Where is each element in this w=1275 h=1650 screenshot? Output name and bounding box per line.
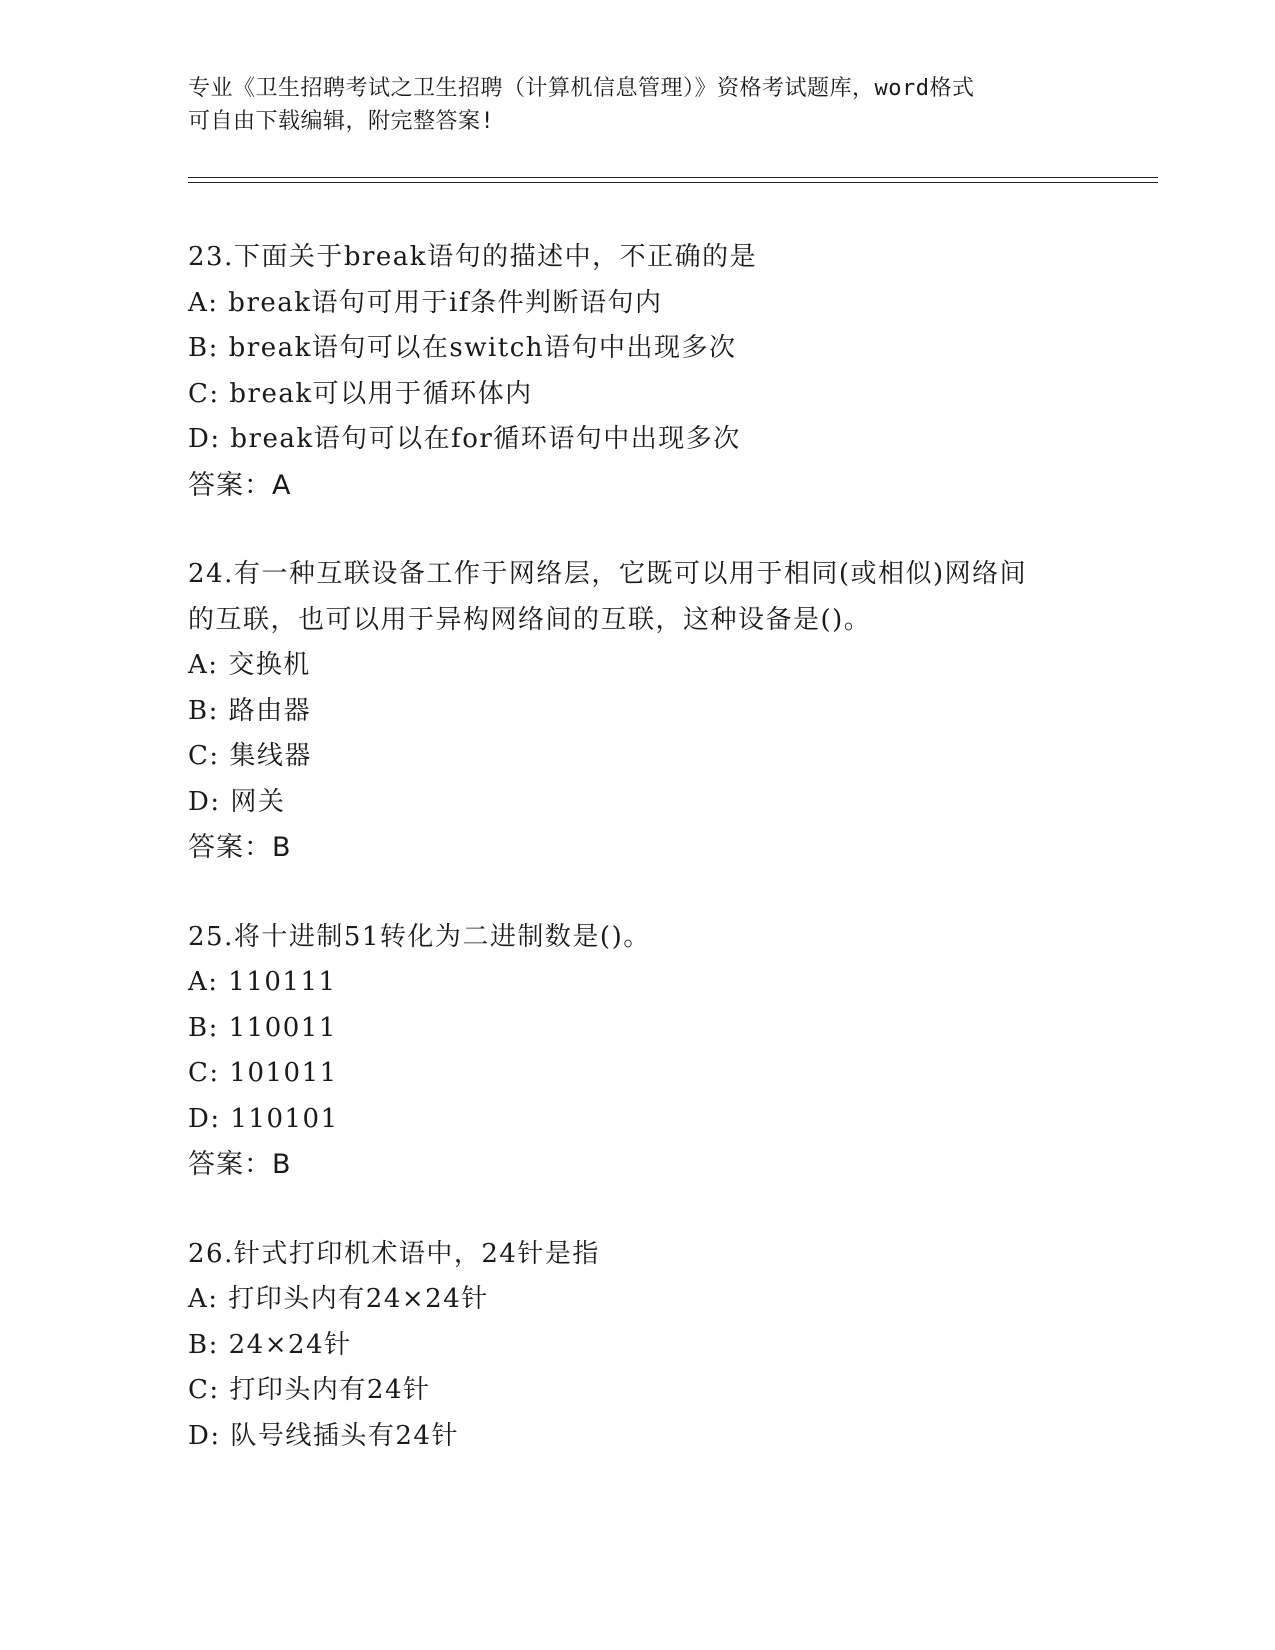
- option-d: D: break语句可以在for循环语句中出现多次: [188, 424, 741, 454]
- option-b: B: 110011: [188, 1012, 337, 1043]
- option-c: C: 101011: [188, 1058, 338, 1088]
- answer: 答案：B: [188, 1149, 292, 1180]
- answer: 答案：A: [188, 469, 292, 501]
- option-c: C: 集线器: [188, 741, 312, 771]
- question-23: [188, 235, 1088, 508]
- option-b: B: 24×24针: [188, 1329, 352, 1360]
- question-stem: 25.将十进制51转化为二进制数是()。: [188, 921, 651, 952]
- option-d: D: 网关: [188, 786, 286, 817]
- option-c: C: 打印头内有24针: [188, 1375, 431, 1405]
- question-stem: 26.针式打印机术语中，24针是指: [188, 1238, 600, 1269]
- question-24: [188, 552, 1088, 871]
- option-a: A: 110111: [188, 967, 337, 997]
- header-line-1: 专业《卫生招聘考试之卫生招聘（计算机信息管理）》资格考试题库，word格式: [188, 76, 975, 101]
- option-c: C: break可以用于循环体内: [188, 378, 533, 409]
- question-stem: 23.下面关于break语句的描述中，不正确的是: [188, 242, 758, 272]
- document-header: [188, 72, 1088, 138]
- header-divider-top: [188, 177, 1158, 178]
- header-line-2: 可自由下载编辑，附完整答案!: [188, 109, 495, 134]
- answer: 答案：B: [188, 832, 292, 863]
- option-d: D: 队号线插头有24针: [188, 1420, 459, 1451]
- option-a: A: break语句可用于if条件判断语句内: [188, 287, 663, 318]
- option-d: D: 110101: [188, 1103, 339, 1134]
- header-divider-bottom: [188, 182, 1158, 183]
- option-a: A: 打印头内有24×24针: [188, 1284, 489, 1314]
- question-list: [188, 235, 1088, 1503]
- option-a: A: 交换机: [188, 650, 311, 680]
- option-b: B: 路由器: [188, 695, 312, 726]
- option-b: B: break语句可以在switch语句中出现多次: [188, 333, 737, 363]
- question-25: [188, 915, 1088, 1188]
- question-26: [188, 1232, 1088, 1460]
- question-stem: 24.有一种互联设备工作于网络层，它既可以用于相同(或相似)网络间的互联，也可以用于异构网络间的互联，这种设备是()。: [188, 559, 1028, 635]
